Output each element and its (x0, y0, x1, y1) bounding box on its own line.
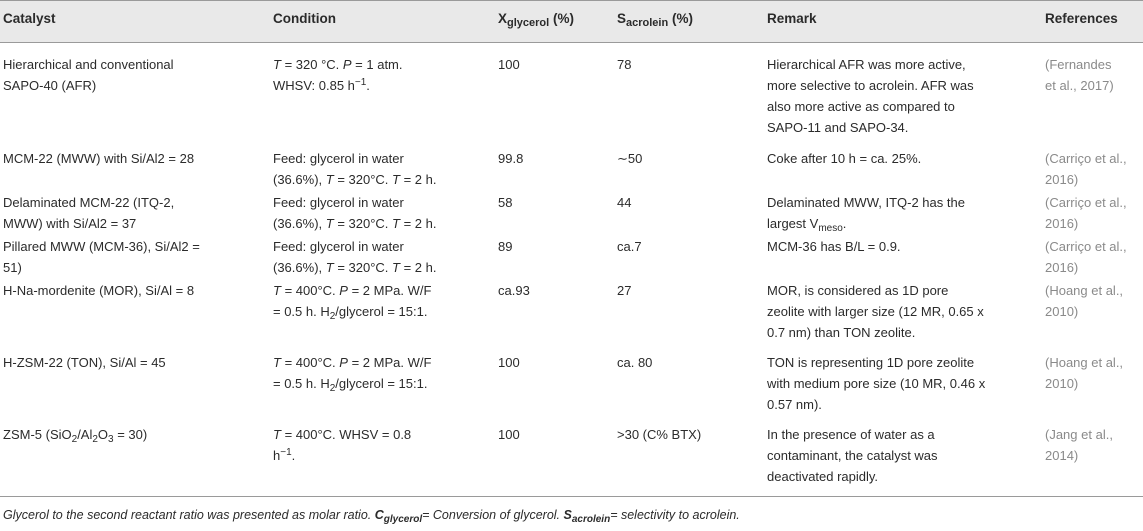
catalyst-cell-line: ZSM-5 $(SiO_2/Al_2O_3 = 30)$ (3, 427, 148, 445)
conversion-cell-line: ca.93 (498, 283, 530, 298)
header-catalyst: Catalyst (3, 11, 56, 26)
reference-cell-line: (Jang et al., (1045, 427, 1113, 442)
reference-cell[interactable] (1045, 424, 1113, 466)
conversion-cell (498, 54, 520, 75)
catalyst-cell-line: H-Na-mordenite (MOR), Si/Al = 8 (3, 283, 195, 298)
reference-cell[interactable] (1045, 352, 1123, 394)
reference-cell-line: (Carriço et al., (1045, 239, 1127, 254)
condition-cell-line: T = 400°C. P = 2 MPa. W/F (273, 355, 432, 370)
selectivity-cell (617, 424, 701, 445)
remark-cell-line: MCM-36 has B/L = 0.9. (767, 239, 901, 254)
selectivity-cell-line: ∼50 (617, 151, 643, 166)
catalyst-cell (3, 236, 200, 278)
catalyst-cell-line: SAPO-40 (AFR) (3, 78, 97, 93)
reference-cell-line: (Hoang et al., (1045, 283, 1124, 298)
remark-cell-line: zeolite with larger size (12 MR, 0.65 x (767, 304, 984, 319)
catalyst-cell-line: Pillared MWW (MCM-36), Si/Al2 = (3, 239, 200, 254)
condition-cell-line: $h^{-1}$. (273, 447, 296, 463)
remark-cell-line: also more active as compared to (767, 99, 955, 114)
remark-cell-line: 0.7 nm) than TON zeolite. (767, 325, 916, 340)
reference-cell-line: 2016) (1045, 260, 1079, 275)
conversion-cell-line: 89 (498, 239, 513, 254)
remark-cell (767, 236, 901, 257)
condition-cell-line: Feed: glycerol in water (273, 239, 404, 254)
selectivity-cell-line: ca. 80 (617, 355, 653, 370)
selectivity-cell-line: 27 (617, 283, 632, 298)
remark-cell-line: Coke after 10 h = ca. 25%. (767, 151, 922, 166)
reference-cell-line: (Carriço et al., (1045, 195, 1127, 210)
condition-cell-line: Feed: glycerol in water (273, 195, 404, 210)
remark-cell-line: MOR, is considered as 1D pore (767, 283, 949, 298)
reference-cell-line: et al., 2017) (1045, 78, 1114, 93)
remark-cell (767, 424, 938, 487)
catalyst-cell-line: MCM-22 (MWW) with Si/Al2 = 28 (3, 151, 195, 166)
reference-cell-line: (Hoang et al., (1045, 355, 1124, 370)
bottom-rule (0, 496, 1143, 497)
condition-cell-line: = 0.5 h. $H_2$/glycerol = 15:1. (273, 304, 428, 322)
header-references: References (1045, 11, 1118, 26)
remark-cell-line: deactivated rapidly. (767, 469, 879, 484)
conversion-cell (498, 192, 512, 213)
selectivity-cell (617, 192, 631, 213)
remark-cell-line: TON is representing 1D pore zeolite (767, 355, 975, 370)
remark-cell-line: Delaminated MWW, ITQ-2 has the (767, 195, 965, 210)
reference-cell-line: 2010) (1045, 376, 1079, 391)
selectivity-cell (617, 54, 631, 75)
reference-cell-line: 2014) (1045, 448, 1079, 463)
remark-cell (767, 148, 921, 169)
header-s-acrolein: $S_{acrolein}$ (%) (617, 11, 693, 29)
remark-cell-line: contaminant, the catalyst was (767, 448, 938, 463)
reference-cell[interactable] (1045, 192, 1127, 234)
condition-cell-line: (36.6%), T = 320°C. T = 2 h. (273, 172, 437, 187)
condition-cell (273, 352, 431, 394)
reference-cell-line: 2010) (1045, 304, 1079, 319)
remark-cell-line: 0.57 nm). (767, 397, 822, 412)
remark-cell-line: In the presence of water as a (767, 427, 935, 442)
condition-cell-line: WHSV: 0.85 $h^{-1}$. (273, 77, 370, 93)
condition-cell-line: Feed: glycerol in water (273, 151, 404, 166)
catalyst-cell (3, 192, 174, 234)
remark-cell-line: SAPO-11 and SAPO-34. (767, 120, 909, 135)
reference-cell[interactable] (1045, 280, 1123, 322)
remark-cell (767, 192, 965, 234)
condition-cell (273, 148, 436, 190)
condition-cell (273, 280, 431, 322)
condition-cell (273, 424, 411, 466)
catalyst-cell-line: Delaminated MCM-22 (ITQ-2, (3, 195, 175, 210)
header-remark: Remark (767, 11, 817, 26)
selectivity-cell-line: >30 (C% BTX) (617, 427, 702, 442)
condition-cell-line: (36.6%), T = 320°C. T = 2 h. (273, 216, 437, 231)
condition-cell (273, 236, 436, 278)
header-condition: Condition (273, 11, 336, 26)
remark-cell-line: more selective to acrolein. AFR was (767, 78, 974, 93)
catalyst-cell-line: H-ZSM-22 (TON), Si/Al = 45 (3, 355, 166, 370)
conversion-cell (498, 236, 512, 257)
condition-cell (273, 54, 403, 96)
conversion-cell (498, 280, 530, 301)
top-rule (0, 0, 1143, 1)
catalyst-cell (3, 280, 194, 301)
selectivity-cell (617, 148, 642, 169)
remark-cell (767, 352, 985, 415)
selectivity-cell-line: 78 (617, 57, 632, 72)
conversion-cell-line: 58 (498, 195, 513, 210)
conversion-cell-line: 100 (498, 355, 520, 370)
catalyst-cell-line: MWW) with Si/Al2 = 37 (3, 216, 137, 231)
remark-cell-line: largest $V_{meso}$. (767, 216, 847, 234)
conversion-cell-line: 100 (498, 427, 520, 442)
remark-cell (767, 54, 974, 138)
reference-cell-line: (Fernandes (1045, 57, 1112, 72)
selectivity-cell-line: ca.7 (617, 239, 642, 254)
selectivity-cell-line: 44 (617, 195, 632, 210)
reference-cell-line: 2016) (1045, 216, 1079, 231)
conversion-cell-line: 100 (498, 57, 520, 72)
reference-cell-line: (Carriço et al., (1045, 151, 1127, 166)
conversion-cell (498, 352, 520, 373)
reference-cell[interactable] (1045, 236, 1127, 278)
condition-cell-line: (36.6%), T = 320°C. T = 2 h. (273, 260, 437, 275)
condition-cell (273, 192, 436, 234)
selectivity-cell (617, 352, 652, 373)
selectivity-cell (617, 236, 642, 257)
remark-cell (767, 280, 984, 343)
footnote: Glycerol to the second reactant ratio was presented as molar ratio. $C_{glycerol}=$ Conversion of glycerol. $S_{acrolein}=$ selectivity to acrolein. (3, 508, 740, 525)
condition-cell-line: T = 400°C. P = 2 MPa. W/F (273, 283, 432, 298)
catalyst-cell-line: Hierarchical and conventional (3, 57, 174, 72)
catalyst-cell (3, 148, 194, 169)
header-rule (0, 42, 1143, 43)
catalyst-cell (3, 352, 166, 373)
remark-cell-line: with medium pore size (10 MR, 0.46 x (767, 376, 986, 391)
conversion-cell (498, 424, 520, 445)
conversion-cell-line: 99.8 (498, 151, 524, 166)
condition-cell-line: = 0.5 h. $H_2$/glycerol = 15:1. (273, 376, 428, 394)
catalyst-cell-line: 51) (3, 260, 22, 275)
header-x-glycerol: $X_{glycerol}$ (%) (498, 11, 574, 29)
reference-cell[interactable] (1045, 148, 1127, 190)
reference-cell[interactable] (1045, 54, 1114, 96)
reference-cell-line: 2016) (1045, 172, 1079, 187)
selectivity-cell (617, 280, 631, 301)
condition-cell-line: T = 400°C. WHSV = 0.8 (273, 427, 412, 442)
catalyst-cell (3, 424, 147, 445)
catalyst-cell (3, 54, 174, 96)
conversion-cell (498, 148, 523, 169)
condition-cell-line: T = 320 °C. P = 1 atm. (273, 57, 403, 72)
remark-cell-line: Hierarchical AFR was more active, (767, 57, 966, 72)
